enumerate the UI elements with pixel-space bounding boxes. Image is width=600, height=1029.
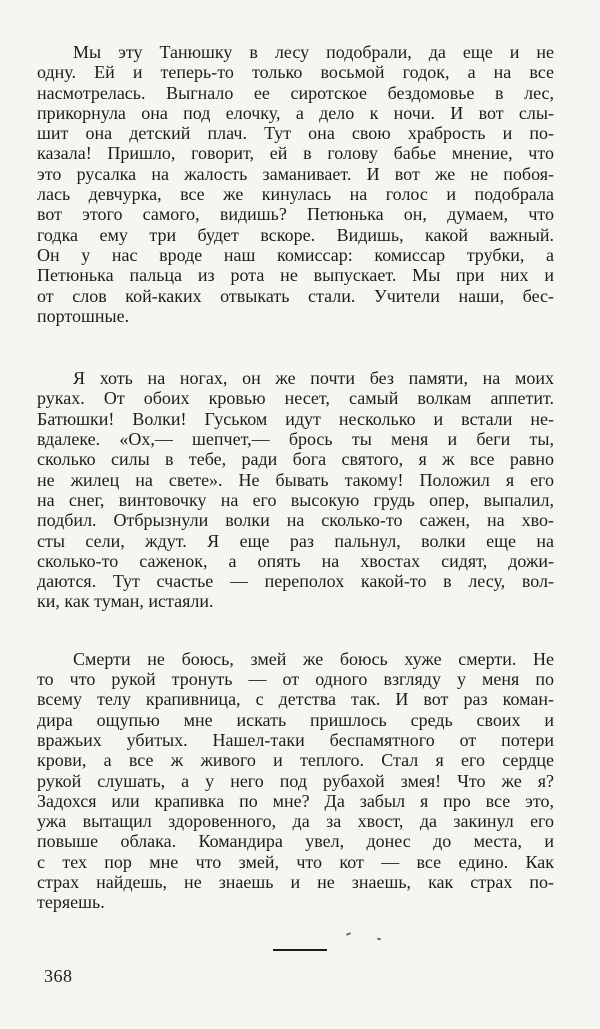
text-line: руках. От обоих кровью несет, самый волкам аппетит. (37, 388, 554, 409)
text-line: повыше облака. Командира увел, донес до места, и (37, 831, 554, 852)
text-line: сты сели, ждут. Я еще раз пальнул, волки еще на (37, 530, 554, 551)
text-line: годка ему три будет вскоре. Видишь, какой важный. (37, 224, 554, 245)
text-line: Батюшки! Волки! Гуськом идут несколько и встали не- (37, 408, 554, 429)
paragraph (37, 649, 554, 913)
text-line: вдалеке. «Ох,— шепчет,— брось ты меня и беги ты, (37, 429, 554, 450)
paragraph (37, 42, 554, 326)
text-line: прикорнула она под елочку, а дело к ночи. И вот слы- (37, 102, 554, 123)
text-line: всему телу крапивница, с детства так. И вот раз коман- (37, 689, 554, 710)
text-line: ужа вытащил здоровенного, да за хвост, да закинул его (37, 811, 554, 832)
text-line: то что рукой тронуть — от одного взгляду у меня по (37, 669, 554, 690)
text-line: даются. Тут счастье — переполох какой-то в лесу, вол- (37, 571, 554, 592)
text-line: с тех пор мне что змей, что кот — все едино. Как (37, 851, 554, 872)
text-line: теряешь. (37, 892, 105, 913)
text-line: сколько-то саженок, а опять на хвостах сидят, дожи- (37, 550, 554, 571)
text-line: одну. Ей и теперь-то только восьмой годок, а на все (37, 62, 554, 83)
text-line: насмотрелась. Выгнало ее сиротское бездомовье в лес, (37, 82, 554, 103)
text-line: сколько силы в тебе, ради бога святого, я ж все равно (37, 449, 554, 470)
text-line: ки, как туман, истаяли. (37, 591, 214, 612)
page-text-block (37, 42, 554, 913)
text-line: вот этого самого, видишь? Петюнька он, думаем, что (37, 204, 554, 225)
text-line: лась девчурка, все же кинулась на голос и подобрала (37, 184, 554, 205)
text-line: рукой слушать, а у него под рубахой змея! Что же я? (37, 770, 554, 791)
page-number: 368 (44, 966, 73, 986)
text-line: не жилец на свете». Не бывать такому! Положил я его (37, 469, 554, 490)
section-separator-rule (273, 949, 327, 951)
text-line: казала! Пришло, говорит, ей в голову бабье мнение, что (37, 143, 554, 164)
scan-speck (377, 938, 381, 941)
text-line: Он у нас вроде наш комиссар: комиссар трубки, а (37, 244, 554, 265)
paragraph (37, 368, 554, 612)
text-line: портошные. (37, 305, 130, 326)
text-line: Я хоть на ногах, он же почти без памяти, на моих (73, 368, 554, 389)
text-line: дира ощупью мне искать пришлось средь своих и (37, 709, 554, 730)
text-line: шит она детский плач. Тут она свою храбрость и по- (37, 123, 554, 144)
text-line: Задохся или крапивка по мне? Да забыл я про все это, (37, 790, 554, 811)
text-line: от слов кой-каких отвыкать стали. Учители наши, бес- (37, 285, 554, 306)
text-line: это русалка на жалость заманивает. И вот же не побоя- (37, 163, 554, 184)
text-line: Мы эту Танюшку в лесу подобрали, да еще и не (73, 42, 554, 62)
text-line: на снег, винтовочку на его высокую грудь опер, выпалил, (37, 489, 554, 510)
text-line: подбил. Отбрызнули волки на сколько-то сажен, на хво- (37, 510, 554, 531)
text-line: Петюнька пальца из рота не выпускает. Мы при них и (37, 265, 554, 286)
text-line: страх найдешь, не знаешь и не знаешь, как страх по- (37, 871, 554, 892)
text-line: вражьих убитых. Нашел-таки беспамятного от потери (37, 729, 554, 750)
text-line: крови, а все ж живого и теплого. Стал я его сердце (37, 750, 554, 771)
scan-speck (346, 932, 351, 936)
text-line: Смерти не боюсь, змей же боюсь хуже смерти. Не (73, 648, 554, 669)
